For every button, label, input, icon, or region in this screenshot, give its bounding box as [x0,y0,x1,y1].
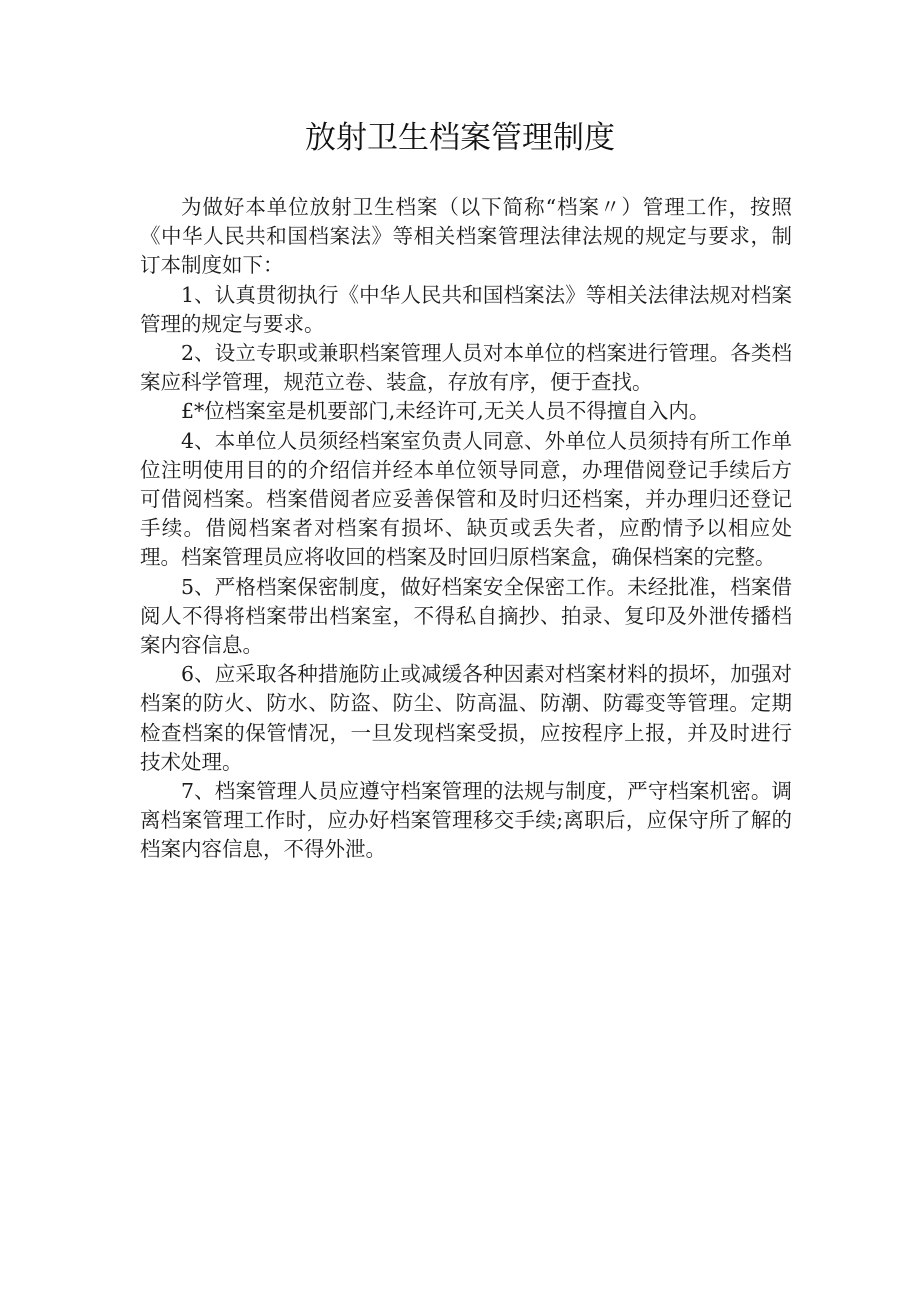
document-title: 放射卫生档案管理制度 [305,120,615,156]
paragraph-item-5: 5、严格档案保密制度，做好档案安全保密工作。未经批准，档案借阅人不得将档案带出档案室，不得私自摘抄、拍录、复印及外泄传播档案内容信息。 [140,574,792,658]
paragraph-item-7: 7、档案管理人员应遵守档案管理的法规与制度，严守档案机密。调离档案管理工作时，应办好档案管理移交手续;离职后，应保守所了解的档案内容信息，不得外泄。 [140,779,792,862]
document-body [140,193,792,865]
paragraph-item-1: 1、认真贯彻执行《中华人民共和国档案法》等相关法律法规对档案管理的规定与要求。 [140,282,792,336]
paragraph-item-4: 4、本单位人员须经档案室负责人同意、外单位人员须持有所工作单位注明使用目的的介绍信并经本单位领导同意，办理借阅登记手续后方可借阅档案。档案借阅者应妥善保管和及时归还档案，并办理归还登记手续。借阅档案者对档案有损坏、缺页或丢失者，应酌情予以相应处理。档案管理员应将收回的档案及时回归原档案盒，确保档案的完整。 [140,428,792,570]
paragraph-item-3: £*位档案室是机要部门,未经许可,无关人员不得擅自入内。 [181,399,710,424]
paragraph-item-2: 2、设立专职或兼职档案管理人员对本单位的档案进行管理。各类档案应科学管理，规范立卷、装盒，存放有序，便于查找。 [140,341,792,395]
paragraph-intro: 为做好本单位放射卫生档案（以下简称“档案〃）管理工作，按照《中华人民共和国档案法》等相关档案管理法律法规的规定与要求，制订本制度如下： [140,195,792,278]
paragraph-item-6: 6、应采取各种措施防止或减缓各种因素对档案材料的损坏，加强对档案的防火、防水、防盗、防尘、防高温、防潮、防霉变等管理。定期检查档案的保管情况，一旦发现档案受损，应按程序上报，并及时进行技术处理。 [140,662,792,774]
